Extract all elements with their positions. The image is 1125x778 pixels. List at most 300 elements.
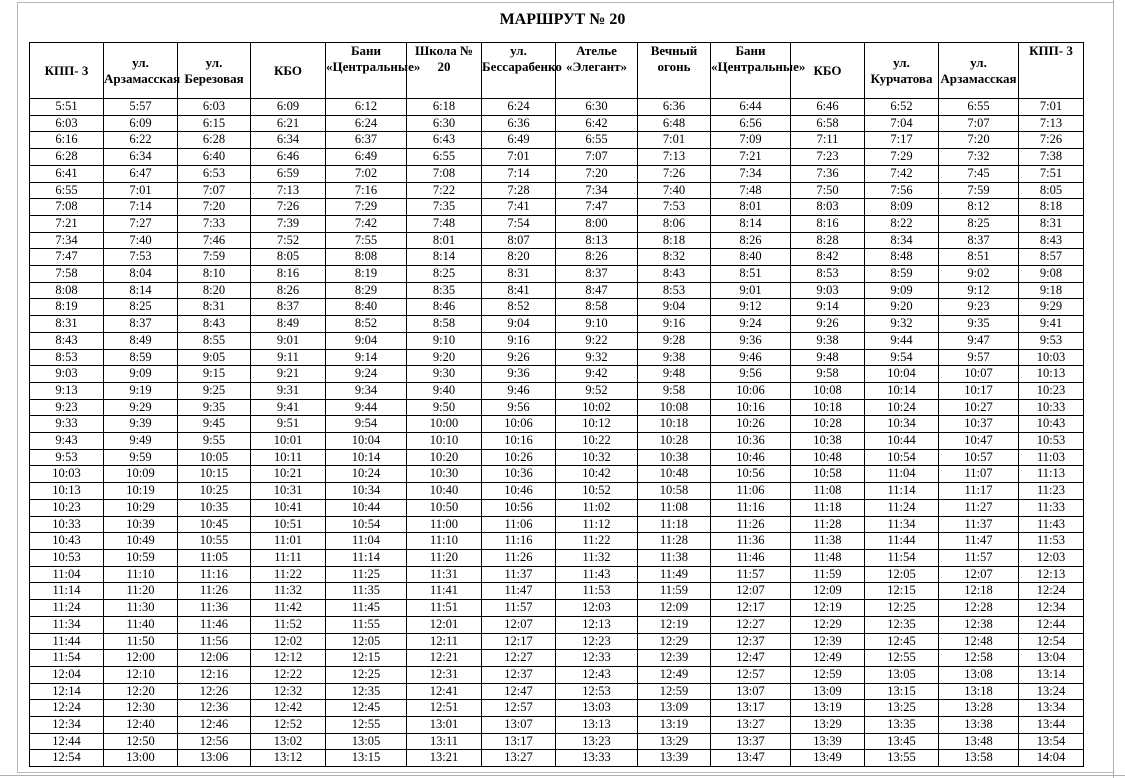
time-cell: 8:52	[326, 316, 407, 333]
time-cell: 13:23	[556, 733, 638, 750]
time-cell: 11:26	[482, 549, 556, 566]
time-cell: 7:53	[638, 199, 711, 216]
time-cell: 7:29	[865, 149, 939, 166]
table-row	[30, 466, 1084, 483]
time-cell: 9:41	[1019, 316, 1084, 333]
time-cell: 11:44	[30, 633, 104, 650]
time-cell: 12:35	[865, 616, 939, 633]
time-cell: 7:59	[939, 182, 1019, 199]
time-cell: 10:56	[482, 499, 556, 516]
table-row	[30, 99, 1084, 116]
time-cell: 11:24	[865, 499, 939, 516]
time-cell: 10:36	[482, 466, 556, 483]
time-cell: 8:06	[638, 215, 711, 232]
time-cell: 12:42	[251, 700, 326, 717]
time-cell: 9:18	[1019, 282, 1084, 299]
time-cell: 10:42	[556, 466, 638, 483]
time-cell: 11:41	[407, 583, 482, 600]
time-cell: 7:01	[482, 149, 556, 166]
time-cell: 6:52	[865, 99, 939, 116]
time-cell: 6:40	[178, 149, 251, 166]
column-header: Бани «Центральные»	[326, 43, 407, 99]
table-row	[30, 416, 1084, 433]
time-cell: 12:33	[556, 650, 638, 667]
time-cell: 10:58	[791, 466, 865, 483]
time-cell: 9:42	[556, 366, 638, 383]
time-cell: 12:31	[407, 666, 482, 683]
time-cell: 9:38	[791, 332, 865, 349]
time-cell: 10:18	[638, 416, 711, 433]
time-cell: 6:59	[251, 165, 326, 182]
table-row	[30, 666, 1084, 683]
time-cell: 11:03	[1019, 449, 1084, 466]
time-cell: 10:09	[104, 466, 178, 483]
time-cell: 10:23	[30, 499, 104, 516]
column-header: Бани «Центральные»	[711, 43, 791, 99]
time-cell: 8:29	[326, 282, 407, 299]
time-cell: 11:08	[638, 499, 711, 516]
time-cell: 7:46	[178, 232, 251, 249]
time-cell: 7:58	[30, 266, 104, 283]
time-cell: 13:09	[791, 683, 865, 700]
time-cell: 8:31	[482, 266, 556, 283]
time-cell: 12:21	[407, 650, 482, 667]
time-cell: 8:40	[711, 249, 791, 266]
time-cell: 10:12	[556, 416, 638, 433]
time-cell: 9:40	[407, 382, 482, 399]
time-cell: 10:00	[407, 416, 482, 433]
time-cell: 9:50	[407, 399, 482, 416]
time-cell: 10:22	[556, 433, 638, 450]
time-cell: 9:02	[939, 266, 1019, 283]
time-cell: 10:18	[791, 399, 865, 416]
time-cell: 9:44	[326, 399, 407, 416]
time-cell: 12:45	[326, 700, 407, 717]
time-cell: 11:18	[791, 499, 865, 516]
time-cell: 11:10	[104, 566, 178, 583]
time-cell: 10:01	[251, 433, 326, 450]
time-cell: 6:24	[482, 99, 556, 116]
time-cell: 12:13	[1019, 566, 1084, 583]
time-cell: 9:54	[326, 416, 407, 433]
time-cell: 6:28	[30, 149, 104, 166]
time-cell: 6:34	[104, 149, 178, 166]
header-row	[30, 43, 1084, 99]
column-header: Ателье «Элегант»	[556, 43, 638, 99]
time-cell: 13:17	[711, 700, 791, 717]
time-cell: 7:01	[638, 132, 711, 149]
time-cell: 12:37	[711, 633, 791, 650]
table-row	[30, 182, 1084, 199]
time-cell: 12:41	[407, 683, 482, 700]
time-cell: 6:18	[407, 99, 482, 116]
time-cell: 11:57	[482, 600, 556, 617]
time-cell: 11:37	[482, 566, 556, 583]
time-cell: 10:20	[407, 449, 482, 466]
time-cell: 8:37	[556, 266, 638, 283]
time-cell: 6:16	[30, 132, 104, 149]
time-cell: 11:55	[326, 616, 407, 633]
time-cell: 10:13	[30, 483, 104, 500]
time-cell: 8:52	[482, 299, 556, 316]
time-cell: 12:50	[104, 733, 178, 750]
time-cell: 7:09	[711, 132, 791, 149]
time-cell: 8:26	[251, 282, 326, 299]
time-cell: 11:04	[865, 466, 939, 483]
time-cell: 10:16	[482, 433, 556, 450]
time-cell: 7:11	[791, 132, 865, 149]
time-cell: 12:52	[251, 717, 326, 734]
time-cell: 10:52	[556, 483, 638, 500]
time-cell: 9:26	[482, 349, 556, 366]
time-cell: 12:02	[251, 633, 326, 650]
time-cell: 7:27	[104, 215, 178, 232]
time-cell: 9:36	[482, 366, 556, 383]
table-row	[30, 717, 1084, 734]
time-cell: 6:03	[178, 99, 251, 116]
time-cell: 11:47	[939, 533, 1019, 550]
time-cell: 7:39	[251, 215, 326, 232]
time-cell: 10:35	[178, 499, 251, 516]
time-cell: 10:40	[407, 483, 482, 500]
table-row	[30, 132, 1084, 149]
time-cell: 12:24	[1019, 583, 1084, 600]
table-row	[30, 299, 1084, 316]
time-cell: 10:05	[178, 449, 251, 466]
time-cell: 9:33	[30, 416, 104, 433]
time-cell: 10:34	[326, 483, 407, 500]
time-cell: 10:04	[326, 433, 407, 450]
time-cell: 11:20	[104, 583, 178, 600]
time-cell: 7:14	[104, 199, 178, 216]
time-cell: 11:52	[251, 616, 326, 633]
time-cell: 9:05	[178, 349, 251, 366]
column-header: ул. Арзамасская	[939, 43, 1019, 99]
time-cell: 9:31	[251, 382, 326, 399]
time-cell: 13:48	[939, 733, 1019, 750]
time-cell: 8:09	[865, 199, 939, 216]
time-cell: 7:13	[638, 149, 711, 166]
time-cell: 9:16	[482, 332, 556, 349]
time-cell: 11:14	[326, 549, 407, 566]
time-cell: 6:58	[791, 115, 865, 132]
time-cell: 10:24	[865, 399, 939, 416]
time-cell: 7:50	[791, 182, 865, 199]
time-cell: 11:43	[556, 566, 638, 583]
time-cell: 13:08	[939, 666, 1019, 683]
time-cell: 11:42	[251, 600, 326, 617]
table-row	[30, 232, 1084, 249]
time-cell: 11:06	[482, 516, 556, 533]
time-cell: 7:26	[251, 199, 326, 216]
time-cell: 7:34	[556, 182, 638, 199]
time-cell: 11:08	[791, 483, 865, 500]
time-cell: 13:02	[251, 733, 326, 750]
time-cell: 8:49	[104, 332, 178, 349]
time-cell: 11:25	[326, 566, 407, 583]
time-cell: 9:29	[104, 399, 178, 416]
column-header: ул. Арзамасская	[104, 43, 178, 99]
time-cell: 7:08	[30, 199, 104, 216]
time-cell: 14:04	[1019, 750, 1084, 767]
time-cell: 11:57	[711, 566, 791, 583]
time-cell: 6:22	[104, 132, 178, 149]
time-cell: 12:27	[711, 616, 791, 633]
time-cell: 9:20	[865, 299, 939, 316]
time-cell: 7:40	[638, 182, 711, 199]
time-cell: 11:23	[1019, 483, 1084, 500]
time-cell: 12:57	[482, 700, 556, 717]
time-cell: 13:39	[638, 750, 711, 767]
column-header: ул. Бессарабенко	[482, 43, 556, 99]
time-cell: 9:15	[178, 366, 251, 383]
time-cell: 12:17	[482, 633, 556, 650]
time-cell: 10:55	[178, 533, 251, 550]
time-cell: 11:04	[30, 566, 104, 583]
time-cell: 12:35	[326, 683, 407, 700]
time-cell: 12:55	[865, 650, 939, 667]
time-cell: 8:20	[178, 282, 251, 299]
time-cell: 12:00	[104, 650, 178, 667]
time-cell: 9:35	[178, 399, 251, 416]
time-cell: 12:07	[482, 616, 556, 633]
time-cell: 11:20	[407, 549, 482, 566]
time-cell: 10:45	[178, 516, 251, 533]
time-cell: 6:24	[326, 115, 407, 132]
time-cell: 12:03	[1019, 549, 1084, 566]
time-cell: 9:23	[30, 399, 104, 416]
time-cell: 8:04	[104, 266, 178, 283]
time-cell: 9:01	[251, 332, 326, 349]
time-cell: 11:51	[407, 600, 482, 617]
time-cell: 7:45	[939, 165, 1019, 182]
time-cell: 12:53	[556, 683, 638, 700]
time-cell: 8:25	[939, 215, 1019, 232]
time-cell: 11:53	[556, 583, 638, 600]
time-cell: 13:58	[939, 750, 1019, 767]
time-cell: 8:03	[791, 199, 865, 216]
time-cell: 13:27	[482, 750, 556, 767]
table-row	[30, 600, 1084, 617]
time-cell: 12:43	[556, 666, 638, 683]
time-cell: 6:49	[326, 149, 407, 166]
time-cell: 7:51	[1019, 165, 1084, 182]
time-cell: 11:49	[638, 566, 711, 583]
time-cell: 12:11	[407, 633, 482, 650]
time-cell: 11:33	[1019, 499, 1084, 516]
time-cell: 12:20	[104, 683, 178, 700]
time-cell: 13:04	[1019, 650, 1084, 667]
time-cell: 13:05	[865, 666, 939, 683]
time-cell: 6:55	[30, 182, 104, 199]
table-row	[30, 249, 1084, 266]
table-row	[30, 516, 1084, 533]
time-cell: 6:09	[104, 115, 178, 132]
time-cell: 9:03	[791, 282, 865, 299]
time-cell: 6:41	[30, 165, 104, 182]
time-cell: 12:03	[556, 600, 638, 617]
time-cell: 8:14	[104, 282, 178, 299]
time-cell: 12:47	[482, 683, 556, 700]
time-cell: 11:10	[407, 533, 482, 550]
time-cell: 7:13	[251, 182, 326, 199]
time-cell: 10:06	[482, 416, 556, 433]
time-cell: 11:14	[865, 483, 939, 500]
time-cell: 7:53	[104, 249, 178, 266]
time-cell: 12:09	[791, 583, 865, 600]
time-cell: 13:37	[711, 733, 791, 750]
time-cell: 8:53	[638, 282, 711, 299]
time-cell: 7:36	[791, 165, 865, 182]
time-cell: 9:21	[251, 366, 326, 383]
time-cell: 11:32	[556, 549, 638, 566]
time-cell: 9:09	[104, 366, 178, 383]
time-cell: 13:09	[638, 700, 711, 717]
time-cell: 7:48	[407, 215, 482, 232]
table-row	[30, 149, 1084, 166]
table-row	[30, 215, 1084, 232]
time-cell: 10:44	[865, 433, 939, 450]
time-cell: 12:27	[482, 650, 556, 667]
time-cell: 6:44	[711, 99, 791, 116]
time-cell: 10:08	[791, 382, 865, 399]
time-cell: 8:43	[30, 332, 104, 349]
time-cell: 12:23	[556, 633, 638, 650]
time-cell: 12:56	[178, 733, 251, 750]
time-cell: 7:07	[556, 149, 638, 166]
time-cell: 8:22	[865, 215, 939, 232]
time-cell: 8:31	[1019, 215, 1084, 232]
time-cell: 10:44	[326, 499, 407, 516]
time-cell: 10:14	[865, 382, 939, 399]
time-cell: 10:21	[251, 466, 326, 483]
time-cell: 10:36	[711, 433, 791, 450]
time-cell: 8:28	[791, 232, 865, 249]
time-cell: 13:11	[407, 733, 482, 750]
time-cell: 8:05	[251, 249, 326, 266]
time-cell: 13:47	[711, 750, 791, 767]
time-cell: 11:16	[178, 566, 251, 583]
time-cell: 9:29	[1019, 299, 1084, 316]
column-header: КБО	[791, 43, 865, 99]
time-cell: 11:36	[711, 533, 791, 550]
table-row	[30, 650, 1084, 667]
time-cell: 11:24	[30, 600, 104, 617]
time-cell: 13:38	[939, 717, 1019, 734]
time-cell: 8:58	[556, 299, 638, 316]
time-cell: 12:32	[251, 683, 326, 700]
time-cell: 10:37	[939, 416, 1019, 433]
time-cell: 12:24	[30, 700, 104, 717]
time-cell: 8:20	[482, 249, 556, 266]
time-cell: 9:54	[865, 349, 939, 366]
time-cell: 7:40	[104, 232, 178, 249]
time-cell: 8:01	[407, 232, 482, 249]
time-cell: 12:25	[865, 600, 939, 617]
time-cell: 8:53	[30, 349, 104, 366]
table-row	[30, 566, 1084, 583]
time-cell: 13:25	[865, 700, 939, 717]
time-cell: 12:44	[30, 733, 104, 750]
time-cell: 11:07	[939, 466, 1019, 483]
time-cell: 9:48	[791, 349, 865, 366]
time-cell: 8:59	[104, 349, 178, 366]
time-cell: 12:26	[178, 683, 251, 700]
time-cell: 10:58	[638, 483, 711, 500]
time-cell: 11:26	[711, 516, 791, 533]
time-cell: 9:03	[30, 366, 104, 383]
time-cell: 8:13	[556, 232, 638, 249]
time-cell: 9:24	[711, 316, 791, 333]
time-cell: 9:56	[482, 399, 556, 416]
time-cell: 11:26	[178, 583, 251, 600]
time-cell: 7:42	[865, 165, 939, 182]
timetable-body	[30, 99, 1084, 767]
timetable	[29, 42, 1084, 767]
time-cell: 13:39	[791, 733, 865, 750]
time-cell: 11:53	[1019, 533, 1084, 550]
time-cell: 7:04	[865, 115, 939, 132]
time-cell: 11:04	[326, 533, 407, 550]
time-cell: 7:16	[326, 182, 407, 199]
table-row	[30, 349, 1084, 366]
time-cell: 7:59	[178, 249, 251, 266]
time-cell: 8:12	[939, 199, 1019, 216]
time-cell: 7:02	[326, 165, 407, 182]
time-cell: 8:37	[939, 232, 1019, 249]
time-cell: 11:18	[638, 516, 711, 533]
time-cell: 6:03	[30, 115, 104, 132]
table-row	[30, 549, 1084, 566]
time-cell: 13:05	[326, 733, 407, 750]
time-cell: 9:52	[556, 382, 638, 399]
time-cell: 11:38	[791, 533, 865, 550]
time-cell: 13:27	[711, 717, 791, 734]
time-cell: 12:28	[939, 600, 1019, 617]
time-cell: 8:08	[326, 249, 407, 266]
time-cell: 9:23	[939, 299, 1019, 316]
time-cell: 7:28	[482, 182, 556, 199]
time-cell: 13:49	[791, 750, 865, 767]
time-cell: 9:57	[939, 349, 1019, 366]
time-cell: 8:40	[326, 299, 407, 316]
time-cell: 9:51	[251, 416, 326, 433]
time-cell: 8:49	[251, 316, 326, 333]
time-cell: 11:59	[638, 583, 711, 600]
time-cell: 10:17	[939, 382, 1019, 399]
time-cell: 8:01	[711, 199, 791, 216]
time-cell: 12:47	[711, 650, 791, 667]
time-cell: 11:01	[251, 533, 326, 550]
time-cell: 10:59	[104, 549, 178, 566]
time-cell: 11:38	[638, 549, 711, 566]
time-cell: 8:43	[638, 266, 711, 283]
time-cell: 8:14	[711, 215, 791, 232]
time-cell: 11:56	[178, 633, 251, 650]
time-cell: 10:14	[326, 449, 407, 466]
time-cell: 12:54	[1019, 633, 1084, 650]
time-cell: 9:22	[556, 332, 638, 349]
time-cell: 13:12	[251, 750, 326, 767]
time-cell: 6:56	[711, 115, 791, 132]
column-header: КПП- 3	[1019, 43, 1084, 99]
table-row	[30, 483, 1084, 500]
time-cell: 8:25	[104, 299, 178, 316]
time-cell: 7:52	[251, 232, 326, 249]
time-cell: 12:39	[638, 650, 711, 667]
time-cell: 13:54	[1019, 733, 1084, 750]
time-cell: 10:29	[104, 499, 178, 516]
